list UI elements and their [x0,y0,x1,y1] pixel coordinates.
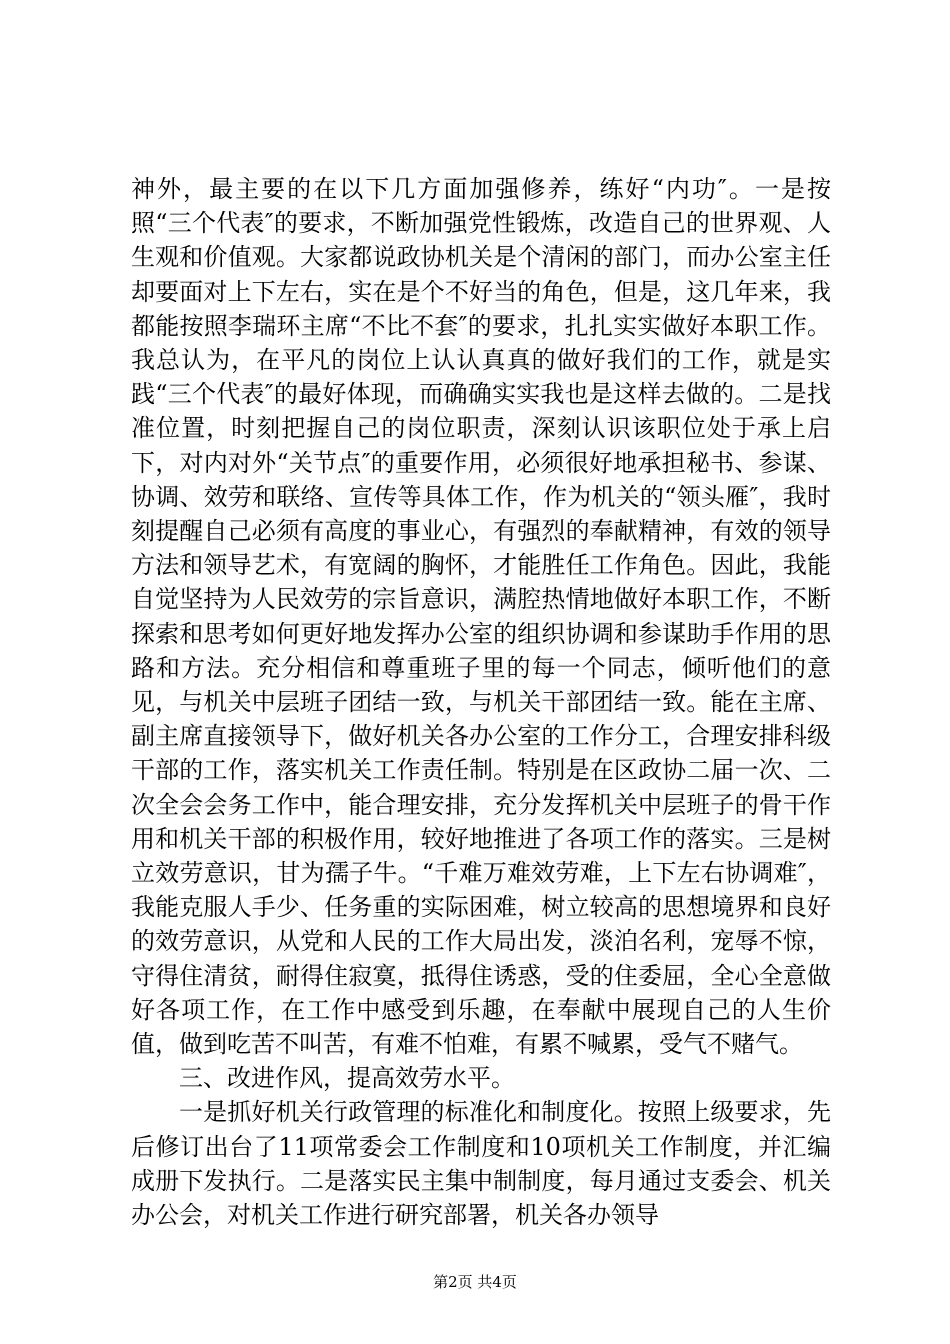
page-footer [0,1271,950,1292]
section-heading-three: 三、改进作风，提高效劳水平。 [179,1064,515,1093]
page-number: 第2页 共4页 [433,1273,517,1291]
body-text [131,172,831,1232]
paragraph-continued: 神外，最主要的在以下几方面加强修养，练好“内功″。一是按照“三个代表″的要求，不断加强党性锻炼，改造自己的世界观、人生观和价值观。大家都说政协机关是个清闲的部门，而办公室主任却要面对上下左右，实在是个不好当的角色，但是，这几年来，我都能按照李瑞环主席“不比不套″的要求，扎扎实实做好本职工作。我总认为，在平凡的岗位上认认真真的做好我们的工作，就是实践“三个代表″的最好体现，而确确实实我也是这样去做的。二是找准位置，时刻把握自己的岗位职责，深刻认识该职位处于承上启下，对内对外“关节点″的重要作用，必须很好地承担秘书、参谋、协调、效劳和联络、宣传等具体工作，作为机关的“领头雁″，我时刻提醒自己必须有高度的事业心，有强烈的奉献精神，有效的领导方法和领导艺术，有宽阔的胸怀，才能胜任工作角色。因此，我能自觉坚持为人民效劳的宗旨意识，满腔热情地做好本职工作，不断探索和思考如何更好地发挥办公室的组织协调和参谋助手作用的思路和方法。充分相信和尊重班子里的每一个同志，倾听他们的意见，与机关中层班子团结一致，与机关干部团结一致。能在主席、副主席直接领导下，做好机关各办公室的工作分工，合理安排科级干部的工作，落实机关工作责任制。特别是在区政协二届一次、二次全会会务工作中，能合理安排，充分发挥机关中层班子的骨干作用和机关干部的积极作用，较好地推进了各项工作的落实。三是树立效劳意识，甘为孺子牛。“千难万难效劳难，上下左右协调难″，我能克服人手少、任务重的实际困难，树立较高的思想境界和良好的效劳意识，从党和人民的工作大局出发，淡泊名利，宠辱不惊，守得住清贫，耐得住寂寞，抵得住诱惑，受的住委屈，全心全意做好各项工作，在工作中感受到乐趣，在奉献中展现自己的人生价值，做到吃苦不叫苦，有难不怕难，有累不喊累，受气不赌气。 [131,175,831,1059]
paragraph-standardization: 一是抓好机关行政管理的标准化和制度化。按照上级要求，先后修订出台了11项常委会工作制度和10项机关工作制度，并汇编成册下发执行。二是落实民主集中制制度，每月通过支委会、机关办公会，对机关工作进行研究部署，机关各办领导 [131,1098,831,1230]
